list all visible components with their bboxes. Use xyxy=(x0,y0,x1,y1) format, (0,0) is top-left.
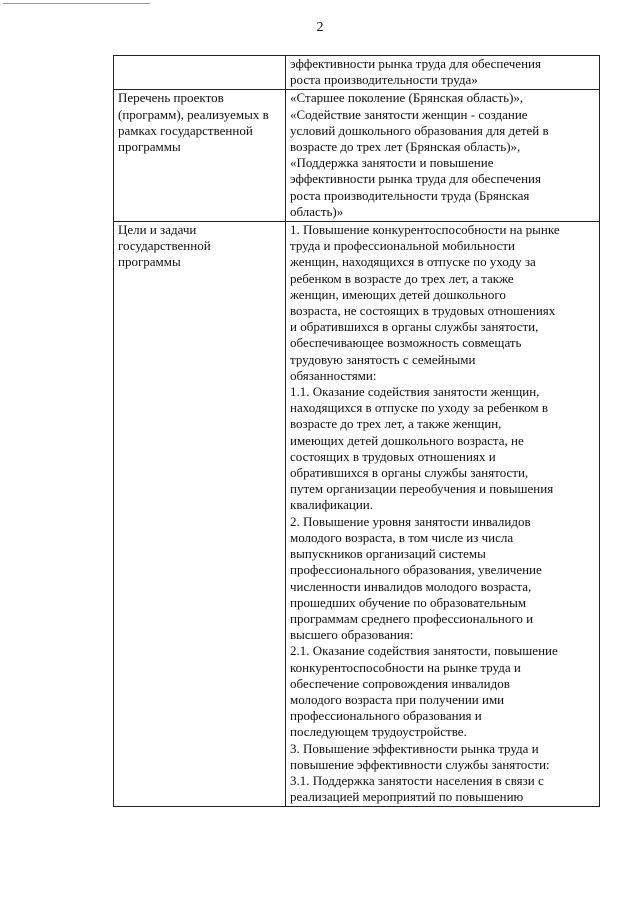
text-line: трудовую занятость с семейными xyxy=(290,351,476,367)
text-line: обратившихся в органы службы занятости, xyxy=(290,465,529,481)
text-line: 2.1. Оказание содействия занятости, повышение xyxy=(290,643,558,659)
table-row-continuation xyxy=(114,56,600,90)
text-line: 3.1. Поддержка занятости населения в связи с xyxy=(290,772,544,788)
text-line: находящихся в отпуске по уходу за ребенком в xyxy=(290,400,549,416)
text-line: 1. Повышение конкурентоспособности на рынке xyxy=(290,222,560,238)
text-line: повышение эффективности службы занятости: xyxy=(290,756,550,772)
text-line: обеспечивающее возможность совмещать xyxy=(290,335,522,351)
text-line: «Старшее поколение (Брянская область)», xyxy=(290,90,524,106)
text-line: 1.1. Оказание содействия занятости женщин, xyxy=(290,384,540,400)
text-line: молодого возраста при получении ими xyxy=(290,691,505,707)
text-line: численности инвалидов молодого возраста, xyxy=(290,578,532,594)
text-line: последующем трудоустройстве. xyxy=(290,724,467,740)
row-value-cell xyxy=(286,56,600,90)
program-passport-table xyxy=(113,55,600,807)
text-line: выпускников организаций системы xyxy=(290,546,486,562)
text-line: прошедших обучение по образовательным xyxy=(290,594,527,610)
text-line: государственной xyxy=(118,238,211,254)
text-line: молодого возраста, в том числе из числа xyxy=(290,529,514,545)
text-line: женщин, имеющих детей дошкольного xyxy=(290,286,506,302)
text-line: женщин, находящихся в отпуске по уходу за xyxy=(290,254,536,270)
text-line: труда и профессиональной мобильности xyxy=(290,238,515,254)
text-line: ребенком в возрасте до трех лет, а также xyxy=(290,270,514,286)
table-row-projects xyxy=(114,90,600,222)
text-line: эффективности рынка труда для обеспечения xyxy=(290,56,541,71)
text-line: программам среднего профессионального и xyxy=(290,610,534,626)
text-line: эффективности рынка труда для обеспечения xyxy=(290,171,541,187)
text-line: имеющих детей дошкольного возраста, не xyxy=(290,432,524,448)
text-line: Перечень проектов xyxy=(118,90,224,106)
text-line: Цели и задачи xyxy=(118,222,197,238)
row-label-cell xyxy=(114,56,286,90)
text-line: конкурентоспособности на рынке труда и xyxy=(290,659,521,675)
text-line: профессионального образования и xyxy=(290,708,482,724)
row-value-cell xyxy=(286,90,600,222)
text-line: роста производительности труда» xyxy=(290,72,478,88)
text-line: «Поддержка занятости и повышение xyxy=(290,155,494,171)
text-line: профессионального образования, увеличение xyxy=(290,562,542,578)
text-line: возрасте до трех лет, а также женщин, xyxy=(290,416,502,432)
text-line: путем организации переобучения и повышения xyxy=(290,481,554,497)
text-line: высшего образования: xyxy=(290,627,414,643)
row-value-cell xyxy=(286,222,600,807)
text-line: программы xyxy=(118,254,181,270)
page-number: 2 xyxy=(316,20,324,35)
text-line: «Содействие занятости женщин - создание xyxy=(290,106,528,122)
text-line: условий дошкольного образования для детей в xyxy=(290,122,549,138)
row-label-cell xyxy=(114,222,286,807)
text-line: программы xyxy=(118,139,181,155)
text-line: рамках государственной xyxy=(118,122,253,138)
text-line: область)» xyxy=(290,203,344,219)
text-line: роста производительности труда (Брянская xyxy=(290,187,530,203)
row-label-cell xyxy=(114,90,286,222)
text-line: квалификации. xyxy=(290,497,374,513)
text-line: 2. Повышение уровня занятости инвалидов xyxy=(290,513,531,529)
text-line: реализацией мероприятий по повышению xyxy=(290,789,524,805)
text-line: (программ), реализуемых в xyxy=(118,106,269,122)
text-line: состоящих в трудовых отношениях и xyxy=(290,448,496,464)
scan-edge-mark xyxy=(3,3,150,4)
text-line: возрасте до трех лет (Брянская область)», xyxy=(290,139,521,155)
table-row-goals xyxy=(114,222,600,807)
text-line: и обратившихся в органы службы занятости, xyxy=(290,319,539,335)
text-line: обеспечение сопровождения инвалидов xyxy=(290,675,510,691)
text-line: 3. Повышение эффективности рынка труда и xyxy=(290,740,539,756)
text-line: возраста, не состоящих в трудовых отношениях xyxy=(290,303,556,319)
text-line: обязанностями: xyxy=(290,367,377,383)
